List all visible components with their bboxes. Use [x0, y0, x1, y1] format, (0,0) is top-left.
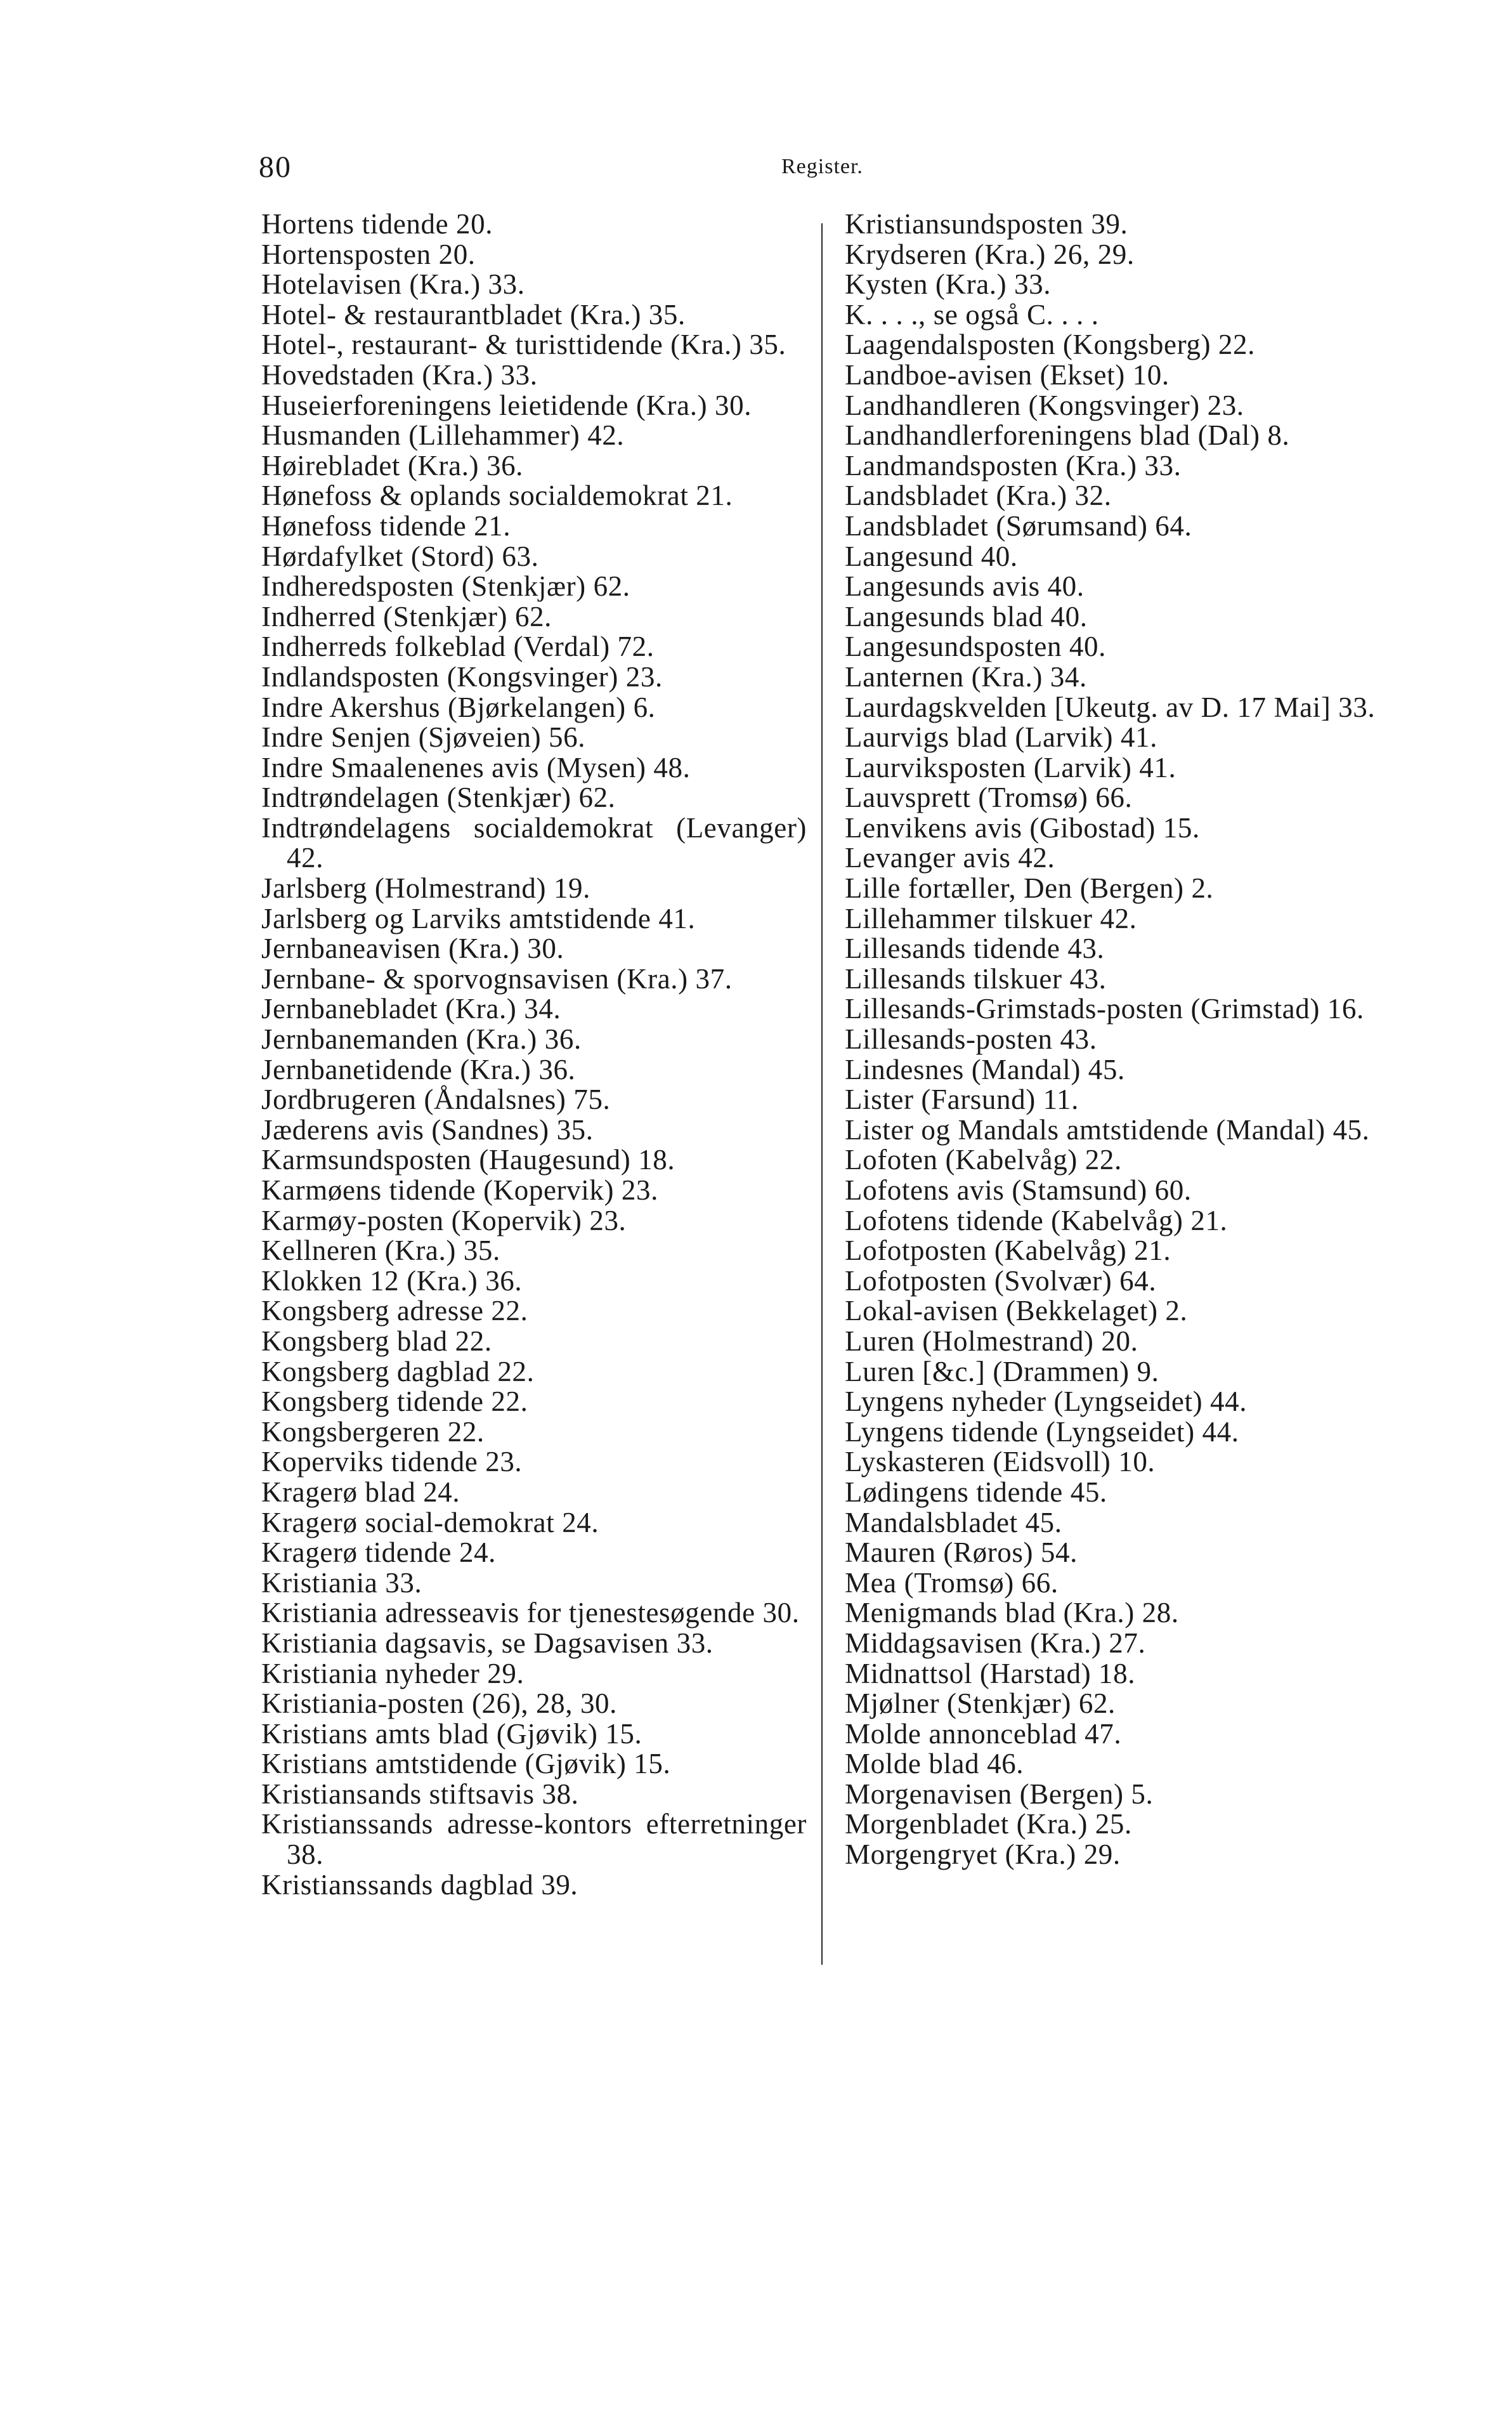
register-entry: Indherred (Stenkjær) 62.	[261, 600, 552, 632]
register-entry: Hotelavisen (Kra.) 33.	[261, 268, 525, 301]
register-entry: Kristianssands adresse-kontors efterretninger 38.	[261, 1808, 807, 1871]
register-entry: Kristiania-posten (26), 28, 30.	[261, 1687, 617, 1720]
register-entry: Jernbanemanden (Kra.) 36.	[261, 1023, 582, 1056]
register-entry: Kragerø blad 24.	[261, 1476, 460, 1508]
register-entry: Hørdafylket (Stord) 63.	[261, 540, 539, 572]
register-entry: Landboe-avisen (Ekset) 10.	[845, 358, 1170, 391]
register-entry: Jarlsberg og Larviks amtstidende 41.	[261, 902, 696, 934]
register-entry: Lillesands-posten 43.	[845, 1023, 1097, 1056]
register-entry: Middagsavisen (Kra.) 27.	[845, 1627, 1146, 1659]
register-entry: K. . . ., se også C. . . .	[845, 298, 1099, 331]
register-entry: Lofoten (Kabelvåg) 22.	[845, 1144, 1122, 1176]
register-entry: Lyngens tidende (Lyngseidet) 44.	[845, 1415, 1239, 1448]
register-entry: Kristiania dagsavis, se Dagsavisen 33.	[261, 1627, 714, 1659]
register-entry: Lindesnes (Mandal) 45.	[845, 1053, 1125, 1085]
register-entry: Hotel- & restaurantbladet (Kra.) 35.	[261, 298, 686, 331]
register-entry: Indlandsposten (Kongsvinger) 23.	[261, 660, 663, 693]
register-entry: Langesundsposten 40.	[845, 631, 1106, 663]
register-entry: Luren [&c.] (Drammen) 9.	[845, 1355, 1159, 1387]
register-entry: Laagendalsposten (Kongsberg) 22.	[845, 329, 1255, 361]
register-entry: Laurvigs blad (Larvik) 41.	[845, 721, 1157, 754]
register-entry: Jernbanebladet (Kra.) 34.	[261, 993, 561, 1025]
register-entry: Lister og Mandals amtstidende (Mandal) 45.	[845, 1113, 1370, 1146]
register-entry: Jarlsberg (Holmestrand) 19.	[261, 872, 591, 905]
register-entry: Jordbrugeren (Åndalsnes) 75.	[261, 1084, 611, 1116]
register-entry: Landmandsposten (Kra.) 33.	[845, 449, 1182, 482]
register-entry: Landhandlerforeningens blad (Dal) 8.	[845, 419, 1290, 452]
register-entry: Jernbanetidende (Kra.) 36.	[261, 1053, 576, 1085]
register-entry: Lillesands-Grimstads-posten (Grimstad) 16.	[845, 993, 1364, 1025]
register-entry: Jæderens avis (Sandnes) 35.	[261, 1113, 594, 1146]
register-entry: Indre Akershus (Bjørkelangen) 6.	[261, 691, 656, 723]
register-entry: Kristians amtstidende (Gjøvik) 15.	[261, 1748, 671, 1780]
register-entry: Lyskasteren (Eidsvoll) 10.	[845, 1446, 1156, 1478]
register-column-left	[261, 209, 807, 1900]
register-entry: Langesund 40.	[845, 540, 1018, 572]
register-entry: Kongsberg tidende 22.	[261, 1386, 528, 1418]
register-entry: Indheredsposten (Stenkjær) 62.	[261, 570, 630, 603]
register-entry: Molde annonceblad 47.	[845, 1717, 1122, 1750]
register-entry: Kragerø tidende 24.	[261, 1537, 497, 1569]
register-entry: Indre Senjen (Sjøveien) 56.	[261, 721, 586, 754]
register-entry: Mandalsbladet 45.	[845, 1506, 1062, 1538]
register-entry: Lofotposten (Svolvær) 64.	[845, 1264, 1157, 1297]
register-entry: Karmsundsposten (Haugesund) 18.	[261, 1144, 675, 1176]
register-entry: Kongsberg adresse 22.	[261, 1295, 528, 1327]
register-entry: Hovedstaden (Kra.) 33.	[261, 358, 538, 391]
register-entry: Indre Smaalenenes avis (Mysen) 48.	[261, 751, 691, 783]
running-head: Register.	[781, 155, 863, 178]
register-entry: Lanternen (Kra.) 34.	[845, 660, 1087, 693]
register-entry: Langesunds blad 40.	[845, 600, 1088, 632]
register-entry: Lenvikens avis (Gibostad) 15.	[845, 811, 1200, 844]
register-entry: Lillesands tilskuer 43.	[845, 962, 1107, 995]
register-entry: Kellneren (Kra.) 35.	[261, 1235, 500, 1267]
register-entry: Koperviks tidende 23.	[261, 1446, 523, 1478]
register-entry: Kristiansands stiftsavis 38.	[261, 1778, 579, 1810]
register-entry: Krydseren (Kra.) 26, 29.	[845, 238, 1135, 270]
register-entry: Laurviksposten (Larvik) 41.	[845, 751, 1176, 783]
register-entry: Husmanden (Lillehammer) 42.	[261, 419, 625, 452]
register-entry: Hønefoss tidende 21.	[261, 509, 511, 542]
register-entry: Kongsbergeren 22.	[261, 1415, 485, 1448]
register-entry: Hotel-, restaurant- & turisttidende (Kra.) 35.	[261, 329, 786, 361]
register-entry: Mauren (Røros) 54.	[845, 1537, 1078, 1569]
register-entry: Jernbaneavisen (Kra.) 30.	[261, 933, 564, 965]
register-entry: Morgengryet (Kra.) 29.	[845, 1838, 1121, 1871]
register-entry: Kragerø social-demokrat 24.	[261, 1506, 599, 1538]
register-entry: Lofotposten (Kabelvåg) 21.	[845, 1235, 1171, 1267]
register-entry: Langesunds avis 40.	[845, 570, 1085, 603]
register-entry: Klokken 12 (Kra.) 36.	[261, 1264, 523, 1297]
register-entry: Lokal-avisen (Bekkelaget) 2.	[845, 1295, 1188, 1327]
register-entry: Mjølner (Stenkjær) 62.	[845, 1687, 1116, 1720]
register-entry: Kristiania adresseavis for tjenestesøgende 30.	[261, 1597, 800, 1629]
register-entry: Lofotens tidende (Kabelvåg) 21.	[845, 1204, 1228, 1236]
register-entry: Menigmands blad (Kra.) 28.	[845, 1597, 1179, 1629]
register-entry: Mea (Tromsø) 66.	[845, 1566, 1059, 1599]
register-entry: Kristiansundsposten 39.	[845, 208, 1128, 240]
register-entry: Kristians amts blad (Gjøvik) 15.	[261, 1717, 642, 1750]
register-entry: Luren (Holmestrand) 20.	[845, 1325, 1138, 1357]
register-entry: Indtrøndelagens socialdemokrat (Levanger) 42.	[261, 811, 807, 874]
register-entry: Lillesands tidende 43.	[845, 933, 1105, 965]
register-entry: Indherreds folkeblad (Verdal) 72.	[261, 631, 655, 663]
register-entry: Hønefoss & oplands socialdemokrat 21.	[261, 480, 733, 512]
register-entry: Laurdagskvelden [Ukeutg. av D. 17 Mai] 33.	[845, 691, 1376, 723]
register-entry: Jernbane- & sporvognsavisen (Kra.) 37.	[261, 962, 733, 995]
page-number: 80	[259, 150, 292, 184]
register-entry: Kysten (Kra.) 33.	[845, 268, 1052, 301]
register-entry: Lille fortæller, Den (Bergen) 2.	[845, 872, 1214, 905]
register-entry: Lødingens tidende 45.	[845, 1476, 1107, 1508]
register-entry: Huseierforeningens leietidende (Kra.) 30.	[261, 389, 752, 421]
register-entry: Kongsberg dagblad 22.	[261, 1355, 535, 1387]
register-entry: Molde blad 46.	[845, 1748, 1024, 1780]
register-entry: Morgenavisen (Bergen) 5.	[845, 1778, 1154, 1810]
column-divider	[821, 223, 823, 1965]
register-entry: Morgenbladet (Kra.) 25.	[845, 1808, 1132, 1840]
register-entry: Karmøens tidende (Kopervik) 23.	[261, 1174, 658, 1206]
register-entry: Midnattsol (Harstad) 18.	[845, 1657, 1136, 1689]
register-entry: Lister (Farsund) 11.	[845, 1084, 1079, 1116]
register-entry: Landsbladet (Sørumsand) 64.	[845, 509, 1192, 542]
register-entry: Indtrøndelagen (Stenkjær) 62.	[261, 782, 616, 814]
register-entry: Hortensposten 20.	[261, 238, 476, 270]
register-entry: Landsbladet (Kra.) 32.	[845, 480, 1112, 512]
register-entry: Kristianssands dagblad 39.	[261, 1868, 578, 1901]
register-entry: Lyngens nyheder (Lyngseidet) 44.	[845, 1386, 1248, 1418]
register-entry: Landhandleren (Kongsvinger) 23.	[845, 389, 1244, 421]
register-entry: Lofotens avis (Stamsund) 60.	[845, 1174, 1192, 1206]
register-entry: Lillehammer tilskuer 42.	[845, 902, 1137, 934]
register-entry: Lauvsprett (Tromsø) 66.	[845, 782, 1133, 814]
register-entry: Kristiania 33.	[261, 1566, 422, 1599]
register-column-right	[845, 209, 1390, 1870]
register-entry: Kristiania nyheder 29.	[261, 1657, 525, 1689]
register-entry: Høirebladet (Kra.) 36.	[261, 449, 524, 482]
register-entry: Karmøy-posten (Kopervik) 23.	[261, 1204, 627, 1236]
register-entry: Levanger avis 42.	[845, 842, 1055, 874]
register-entry: Hortens tidende 20.	[261, 208, 493, 240]
register-entry: Kongsberg blad 22.	[261, 1325, 492, 1357]
